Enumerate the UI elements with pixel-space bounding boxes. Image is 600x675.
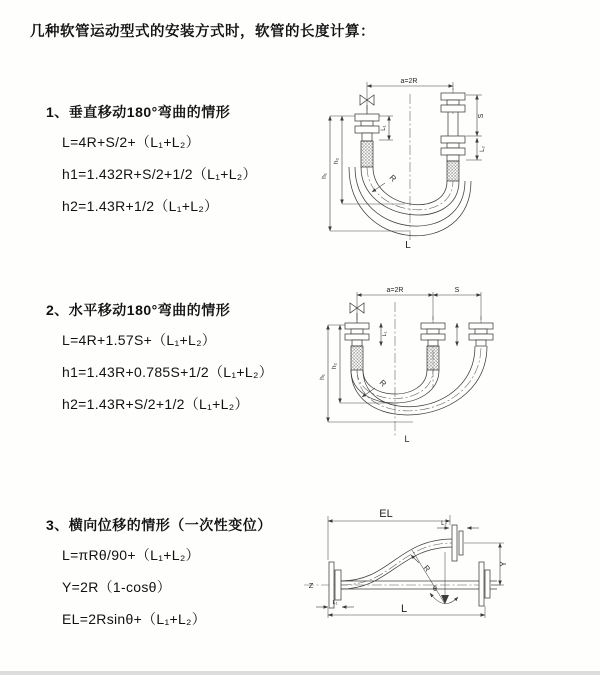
formula-line: h2=1.43R+1/2（L₁+L₂） [62, 198, 219, 214]
dimension-s-l2 [466, 95, 486, 160]
dim-r-label: R [421, 563, 433, 574]
page-title: 几种软管运动型式的安装方式时，软管的长度计算： [30, 24, 375, 40]
formula-line: L=4R+1.57S+（L₁+L₂） [62, 332, 217, 348]
top-flange [452, 525, 463, 561]
formula-line: L=4R+S/2+（L₁+L₂） [62, 134, 200, 150]
page-bottom-edge [0, 671, 600, 675]
section-lateral-displacement [46, 515, 311, 641]
dimension-span [357, 287, 481, 320]
section-vertical-180 [46, 102, 311, 228]
section-2-heading: 2、水平移动180°弯曲的情形 [46, 302, 231, 318]
dim-theta-label: θ [433, 586, 437, 593]
dim-y-label: Y [499, 561, 508, 567]
dim-span-label: a=2R [386, 287, 404, 294]
formula-line: h1=1.432R+S/2+1/2（L₁+L₂） [62, 166, 257, 182]
dim-s-label: S [478, 113, 485, 119]
dim-l-label: L [404, 434, 410, 444]
formula-line: L=πRθ/90+（L₁+L₂） [62, 547, 200, 563]
dim-r-label: R [387, 173, 398, 184]
left-pipe-assembly [345, 323, 369, 370]
radius-leader [372, 173, 398, 192]
dimension-l1 [379, 116, 393, 140]
dim-l1-label: L₁ [332, 600, 338, 606]
dim-span-label: a=2R [400, 78, 418, 85]
right-pipe-assembly [441, 93, 465, 181]
dimension-l1 [316, 600, 354, 607]
right-pipe-assembly [469, 323, 493, 346]
dim-z-label: Z [308, 581, 314, 590]
diagram-lateral-displacement [298, 500, 600, 645]
dim-h2-label: h₂ [331, 362, 338, 370]
formula-line: EL=2Rsinθ+（L₁+L₂） [62, 611, 207, 627]
dimension-el [328, 508, 450, 560]
dim-l2-label: L₂ [441, 521, 447, 527]
dim-h1-label: h₁ [319, 374, 326, 380]
dim-l1-label: L₁ [382, 331, 388, 337]
dim-l-label: L [405, 240, 411, 251]
dim-r-label: R [377, 378, 388, 389]
section-1-heading: 1、垂直移动180°弯曲的情形 [46, 104, 231, 120]
formula-line: Y=2R（1-cosθ） [62, 579, 172, 595]
hose-s-curve [341, 539, 453, 589]
section-horizontal-180 [46, 300, 311, 426]
diagram-vertical-u-bend [305, 64, 600, 264]
dim-l-label: L [400, 603, 408, 615]
formula-line: h2=1.43R+S/2+1/2（L₁+L₂） [62, 396, 249, 412]
dimension-l1 [381, 323, 457, 346]
section-3-heading: 3、横向位移的情形（一次性变位） [46, 517, 272, 533]
dim-l1-label: L₁ [381, 125, 387, 131]
left-pipe-assembly [355, 114, 379, 167]
middle-pipe-assembly [421, 323, 445, 370]
dimension-l2 [437, 521, 479, 528]
dim-h1-label: h₁ [321, 173, 328, 179]
formula-line: h1=1.43R+0.785S+1/2（L₁+L₂） [62, 364, 273, 380]
dim-h2-label: h₂ [333, 157, 340, 165]
dim-el-label: EL [379, 508, 393, 520]
dimension-l [328, 603, 485, 618]
angle-construction [412, 550, 458, 604]
hose-u-curves [351, 346, 487, 415]
radius-leader [411, 555, 432, 574]
diagram-horizontal-u-bend [303, 276, 600, 456]
dim-l2-label: L₂ [480, 146, 486, 152]
dim-s-label: S [454, 287, 460, 294]
straight-pipe-assembly [341, 562, 497, 606]
